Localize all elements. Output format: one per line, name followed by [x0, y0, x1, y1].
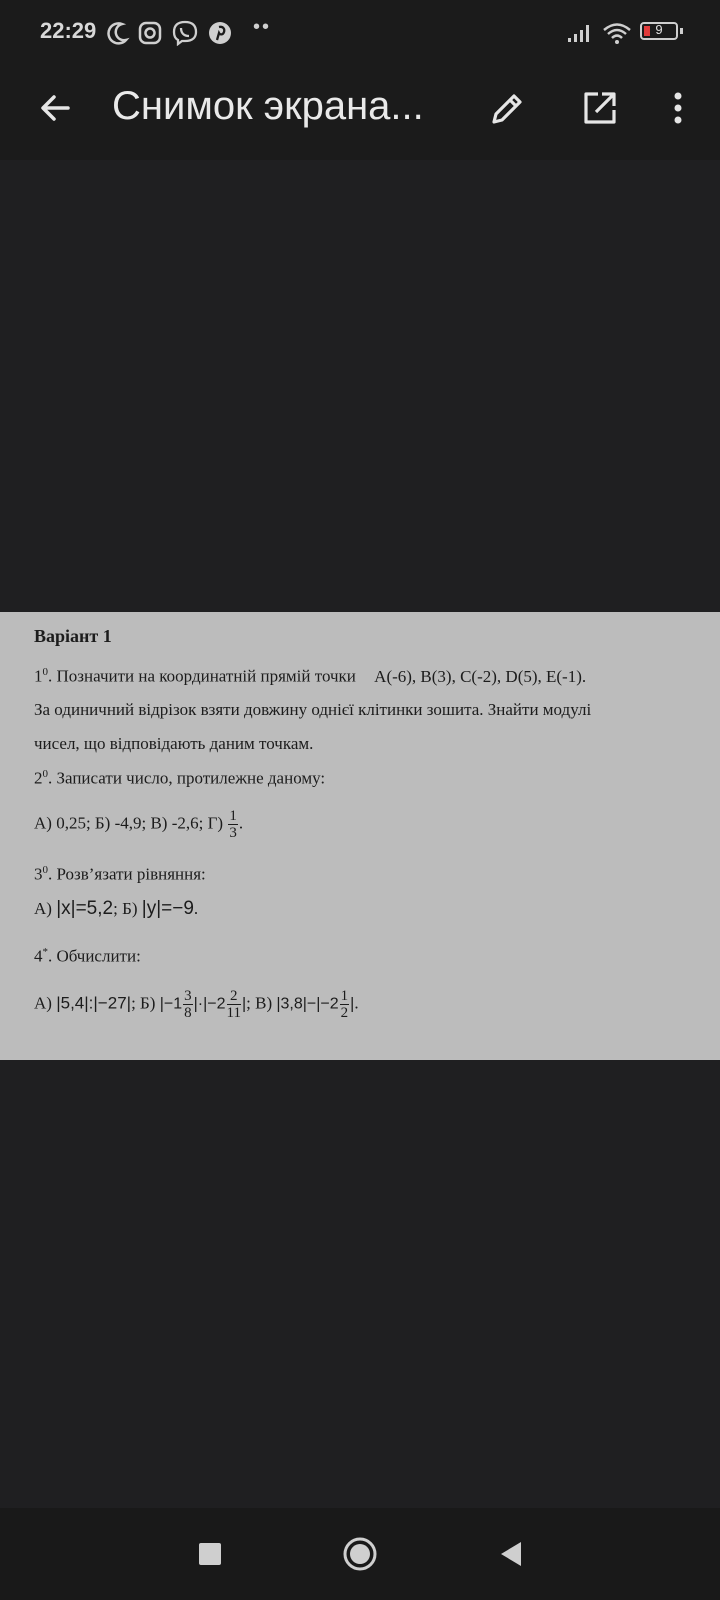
back-arrow-icon[interactable]	[34, 86, 78, 130]
moon-icon	[106, 20, 130, 46]
task2-frac-num: 1	[229, 808, 237, 824]
status-time: 22:29	[40, 18, 97, 43]
task1-text: . Позначити на координатній прямій точки	[48, 666, 356, 686]
task4-b-part3: |	[241, 995, 247, 1013]
task2-fraction	[228, 808, 238, 841]
task2-heading	[34, 768, 325, 789]
home-circle-icon[interactable]	[338, 1532, 382, 1576]
task4-text: . Обчислити:	[48, 946, 141, 966]
viber-icon	[172, 20, 198, 46]
battery-cap	[680, 28, 683, 34]
task4-c-frac	[340, 988, 350, 1021]
task3-a-eq: |x|=5,2	[56, 898, 114, 919]
app-bar	[0, 64, 720, 160]
task4-heading	[34, 946, 141, 967]
task1-line1	[34, 666, 586, 687]
task2-sup: 0	[42, 768, 48, 780]
task1-sup: 0	[42, 666, 48, 678]
task3-b-label: Б)	[122, 899, 138, 918]
task4-b-f2-num: 2	[227, 988, 241, 1005]
task4-c-part1: |3,8|−|−2	[276, 995, 339, 1013]
more-vert-icon[interactable]	[656, 86, 700, 130]
instagram-icon	[138, 20, 162, 46]
task3-end: .	[193, 899, 199, 918]
signal-icon	[566, 20, 594, 46]
task4-c-part2: |	[350, 995, 355, 1013]
edit-pencil-icon[interactable]	[486, 86, 530, 130]
page-title: Снимок экрана...	[112, 84, 424, 128]
task3-text: . Розв’язати рівняння:	[48, 864, 206, 884]
recents-square-icon[interactable]	[188, 1532, 232, 1576]
task4-b-part1: |−1	[159, 995, 183, 1013]
task4-b-part2: |·|−2	[193, 995, 226, 1013]
task1-points: A(-6), B(3), C(-2), D(5), E(-1).	[374, 666, 587, 686]
task2-end: .	[238, 813, 244, 833]
task2-number: 2	[34, 768, 43, 788]
task1-line3: чисел, що відповідають даним точкам.	[34, 734, 314, 753]
task1-number: 1	[34, 666, 43, 686]
doc-title: Варіант 1	[34, 626, 112, 646]
screenshot-image[interactable]	[0, 612, 720, 1060]
status-bar	[0, 0, 720, 64]
task4-sup: *	[42, 946, 48, 958]
pinterest-icon	[208, 20, 232, 46]
battery-level: 9	[655, 22, 663, 37]
task4-c-label: В)	[255, 993, 273, 1013]
task2-frac-den: 3	[229, 825, 237, 841]
battery-icon	[640, 22, 678, 40]
status-more-dots: ••	[253, 16, 272, 38]
task4-a-label: А)	[34, 993, 52, 1013]
task3-equations	[34, 898, 198, 920]
task4-c-f-num: 1	[340, 988, 349, 1004]
back-triangle-icon[interactable]	[490, 1532, 534, 1576]
open-external-icon[interactable]	[578, 86, 622, 130]
task4-end: .	[354, 993, 359, 1013]
task4-expressions	[34, 988, 359, 1021]
task4-b-label: ; Б)	[131, 993, 156, 1013]
task4-b-f1-den: 8	[184, 1005, 192, 1021]
wifi-icon	[602, 20, 632, 46]
task2-options	[34, 808, 243, 841]
task3-sep: ;	[113, 899, 118, 918]
task4-number: 4	[34, 946, 43, 966]
system-nav-bar	[0, 1508, 720, 1600]
task4-b-frac1	[183, 988, 193, 1021]
task4-c-f-den: 2	[340, 1005, 349, 1021]
task4-b-frac2	[227, 988, 241, 1021]
task4-b-f1-num: 3	[184, 988, 192, 1004]
task4-sep: ;	[246, 993, 251, 1013]
task3-number: 3	[34, 864, 43, 884]
task1-line2: За одиничний відрізок взяти довжину однієї клітинки зошита. Знайти модулі	[34, 700, 592, 719]
task4-a-expr: |5,4|:|−27|	[56, 993, 132, 1013]
task4-b-f2-den: 11	[226, 1005, 241, 1021]
task3-heading	[34, 864, 206, 885]
task2-options-text: А) 0,25; Б) -4,9; В) -2,6; Г)	[34, 813, 224, 833]
task3-sup: 0	[42, 864, 48, 876]
task2-text: . Записати число, протилежне даному:	[48, 768, 326, 788]
task3-b-eq: |y|=−9	[141, 898, 194, 919]
task3-a-label: А)	[34, 899, 52, 918]
